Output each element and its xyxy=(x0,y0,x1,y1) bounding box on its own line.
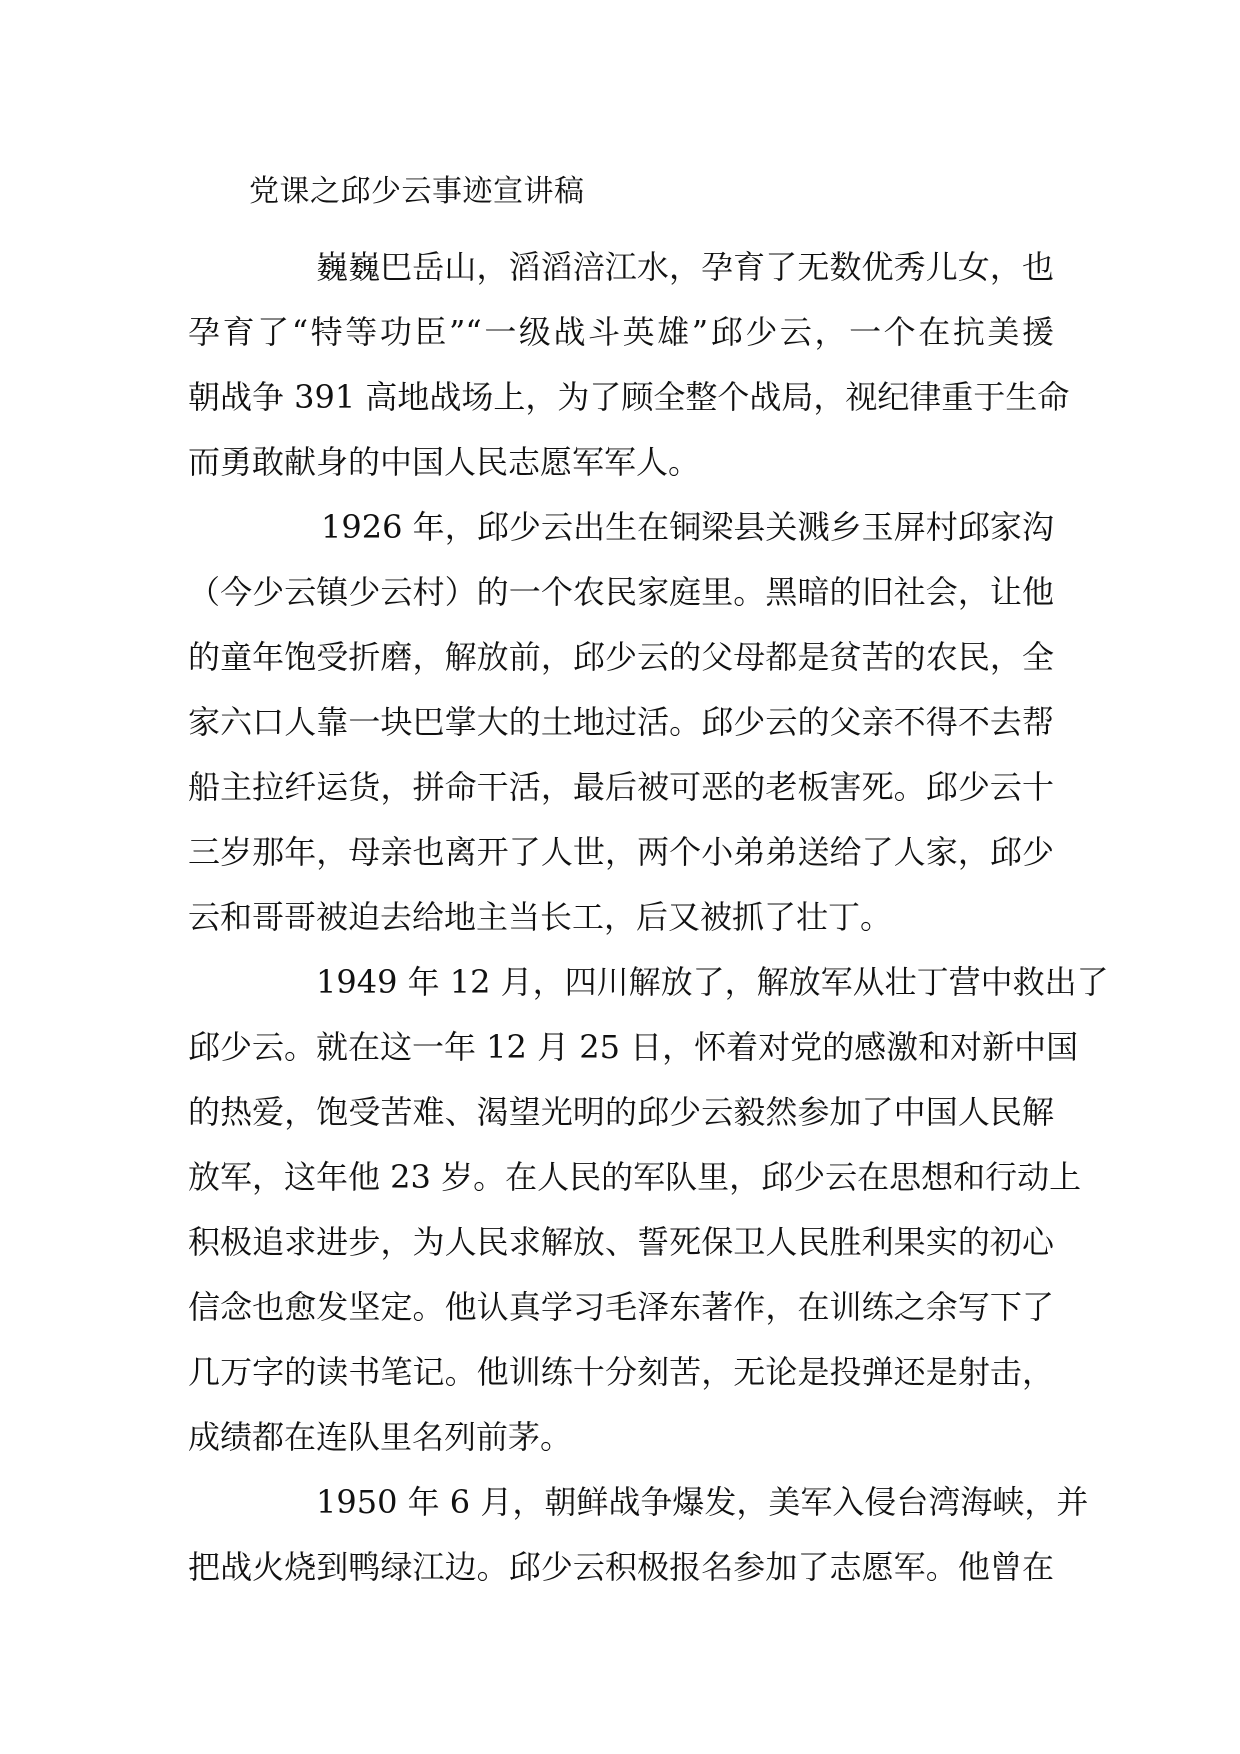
text-line: 1949 年 12 月，四川解放了，解放军从壮丁营中救出了 xyxy=(316,963,1109,1001)
paragraph-4 xyxy=(188,1470,1089,1600)
paragraph-2 xyxy=(188,495,1054,950)
text-line: 放军，这年他 23 岁。在人民的军队里，邱少云在思想和行动上 xyxy=(188,1158,1082,1196)
text-line: 巍巍巴岳山，滔滔涪江水，孕育了无数优秀儿女，也 xyxy=(316,248,1054,286)
text-line: 朝战争 391 高地战场上，为了顾全整个战局，视纪律重于生命 xyxy=(188,378,1070,416)
paragraph-3 xyxy=(188,950,1109,1470)
text-line: 家六口人靠一块巴掌大的土地过活。邱少云的父亲不得不去帮 xyxy=(188,703,1054,741)
text-line: 而勇敢献身的中国人民志愿军军人。 xyxy=(188,443,701,481)
text-line: 的童年饱受折磨，解放前，邱少云的父母都是贫苦的农民，全 xyxy=(188,638,1054,676)
text-line: 信念也愈发坚定。他认真学习毛泽东著作，在训练之余写下了 xyxy=(188,1288,1054,1326)
text-line: 1950 年 6 月，朝鲜战争爆发，美军入侵台湾海峡，并 xyxy=(316,1483,1089,1521)
text-line: 云和哥哥被迫去给地主当长工，后又被抓了壮丁。 xyxy=(188,898,893,936)
text-line: 把战火烧到鸭绿江边。邱少云积极报名参加了志愿军。他曾在 xyxy=(188,1548,1054,1586)
text-line: 邱少云。就在这一年 12 月 25 日，怀着对党的感激和对新中国 xyxy=(188,1028,1079,1066)
text-line: 的热爱，饱受苦难、渴望光明的邱少云毅然参加了中国人民解 xyxy=(188,1093,1054,1131)
text-line: 船主拉纤运货，拼命干活，最后被可恶的老板害死。邱少云十 xyxy=(188,768,1054,806)
paragraph-1 xyxy=(188,235,1070,495)
document-title: 党课之邱少云事迹宣讲稿 xyxy=(249,174,585,209)
text-line: （今少云镇少云村）的一个农民家庭里。黑暗的旧社会，让他 xyxy=(188,573,1054,611)
text-line: 积极追求进步，为人民求解放、誓死保卫人民胜利果实的初心 xyxy=(188,1223,1054,1261)
text-line: 三岁那年，母亲也离开了人世，两个小弟弟送给了人家，邱少 xyxy=(188,833,1054,871)
document-body xyxy=(188,235,1109,1600)
text-line: 成绩都在连队里名列前茅。 xyxy=(188,1418,573,1456)
text-line: 1926 年，邱少云出生在铜梁县关溅乡玉屏村邱家沟 xyxy=(321,508,1054,546)
text-line: 孕育了“特等功臣”“一级战斗英雄”邱少云，一个在抗美援 xyxy=(188,313,1054,351)
text-line: 几万字的读书笔记。他训练十分刻苦，无论是投弹还是射击， xyxy=(188,1353,1054,1391)
